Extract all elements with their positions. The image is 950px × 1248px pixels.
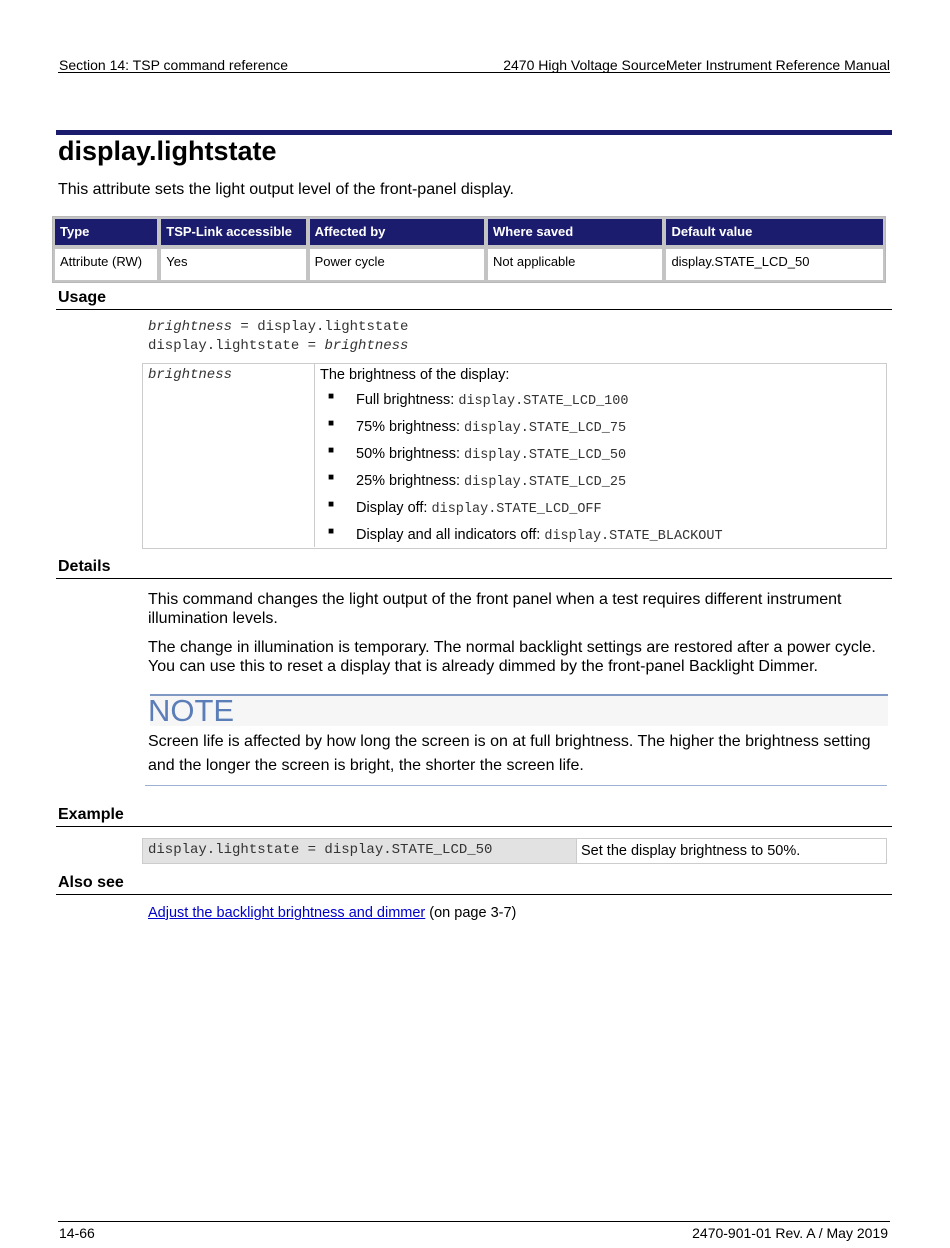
note-rule-bottom [145, 785, 887, 786]
col-default-value: Default value [664, 217, 885, 247]
header-manual-title: 2470 High Voltage SourceMeter Instrument Reference Manual [503, 57, 890, 73]
cell-type: Attribute (RW) [53, 247, 159, 282]
col-type: Type [53, 217, 159, 247]
option-code: display.STATE_LCD_100 [458, 394, 629, 409]
option-code: display.STATE_BLACKOUT [544, 529, 723, 544]
attribute-table-row [53, 247, 885, 282]
title-bar [56, 130, 892, 135]
bullet: ■ [328, 526, 335, 537]
note-background [150, 696, 888, 726]
parameter-name: brightness [148, 367, 233, 383]
option-code: display.STATE_LCD_50 [464, 448, 627, 463]
also-see-heading: Also see [58, 874, 124, 891]
note-rule-top [150, 694, 888, 696]
option-label: Display off: [356, 500, 432, 516]
col-tsp-link: TSP-Link accessible [159, 217, 307, 247]
page-reference: (on page 3-7) [425, 905, 517, 921]
usage-line-set [148, 338, 408, 354]
parameter-table-divider [314, 363, 315, 547]
option-label: 25% brightness: [356, 473, 465, 489]
also-see-item [148, 905, 516, 921]
bullet: ■ [328, 472, 335, 483]
example-description: Set the display brightness to 50%. [581, 843, 801, 859]
usage-var: brightness [148, 319, 233, 335]
option-item [356, 473, 626, 490]
example-rule [56, 826, 892, 827]
option-item [356, 446, 626, 463]
header-section: Section 14: TSP command reference [59, 57, 289, 73]
details-paragraph-2: The change in illumination is temporary. The normal backlight settings are restored after a power cycle. You can use this to reset a display that is already dimmed by the front-panel Backlight Dimmer. [148, 639, 876, 675]
details-heading: Details [58, 558, 111, 575]
option-label: 75% brightness: [356, 419, 465, 435]
cell-default-value: display.STATE_LCD_50 [664, 247, 885, 282]
header-rule [58, 72, 890, 73]
option-code: display.STATE_LCD_25 [464, 475, 627, 490]
example-code: display.lightstate = display.STATE_LCD_50 [148, 842, 493, 858]
option-item [356, 500, 602, 517]
page-number: 14-66 [59, 1225, 95, 1241]
parameter-description: The brightness of the display: [320, 367, 510, 383]
option-code: display.STATE_LCD_OFF [431, 502, 602, 517]
option-item [356, 419, 626, 436]
note-text: Screen life is affected by how long the screen is on at full brightness. The higher the brightness setting and the longer the screen is bright, the shorter the screen life. [148, 733, 871, 774]
usage-heading: Usage [58, 289, 107, 306]
intro-text: This attribute sets the light output level of the front-panel display. [58, 181, 514, 198]
attribute-table-header [53, 217, 885, 247]
cell-affected-by: Power cycle [308, 247, 486, 282]
details-paragraph-1: This command changes the light output of the front panel when a test requires different instrument illumination levels. [148, 591, 842, 627]
cell-tsp-link: Yes [159, 247, 307, 282]
page-title: display.lightstate [58, 136, 277, 166]
option-label: 50% brightness: [356, 446, 465, 462]
option-code: display.STATE_LCD_75 [464, 421, 627, 436]
bullet: ■ [328, 445, 335, 456]
usage-line-get [148, 319, 408, 335]
usage-code: = display.lightstate [232, 319, 409, 335]
col-where-saved: Where saved [486, 217, 664, 247]
bullet: ■ [328, 499, 335, 510]
option-item [356, 527, 723, 544]
usage-var: brightness [324, 338, 409, 354]
also-see-rule [56, 894, 892, 895]
usage-rule [56, 309, 892, 310]
note-title: NOTE [148, 693, 235, 728]
footer-rule [58, 1221, 890, 1222]
cell-where-saved: Not applicable [486, 247, 664, 282]
example-heading: Example [58, 806, 124, 823]
option-item [356, 392, 629, 409]
bullet: ■ [328, 418, 335, 429]
option-label: Display and all indicators off: [356, 527, 545, 543]
col-affected-by: Affected by [308, 217, 486, 247]
bullet: ■ [328, 391, 335, 402]
document-revision: 2470-901-01 Rev. A / May 2019 [692, 1225, 888, 1241]
option-label: Full brightness: [356, 392, 459, 408]
backlight-link[interactable]: Adjust the backlight brightness and dimmer [148, 905, 426, 921]
usage-code: display.lightstate = [148, 338, 325, 354]
attribute-table [52, 216, 886, 283]
details-rule [56, 578, 892, 579]
